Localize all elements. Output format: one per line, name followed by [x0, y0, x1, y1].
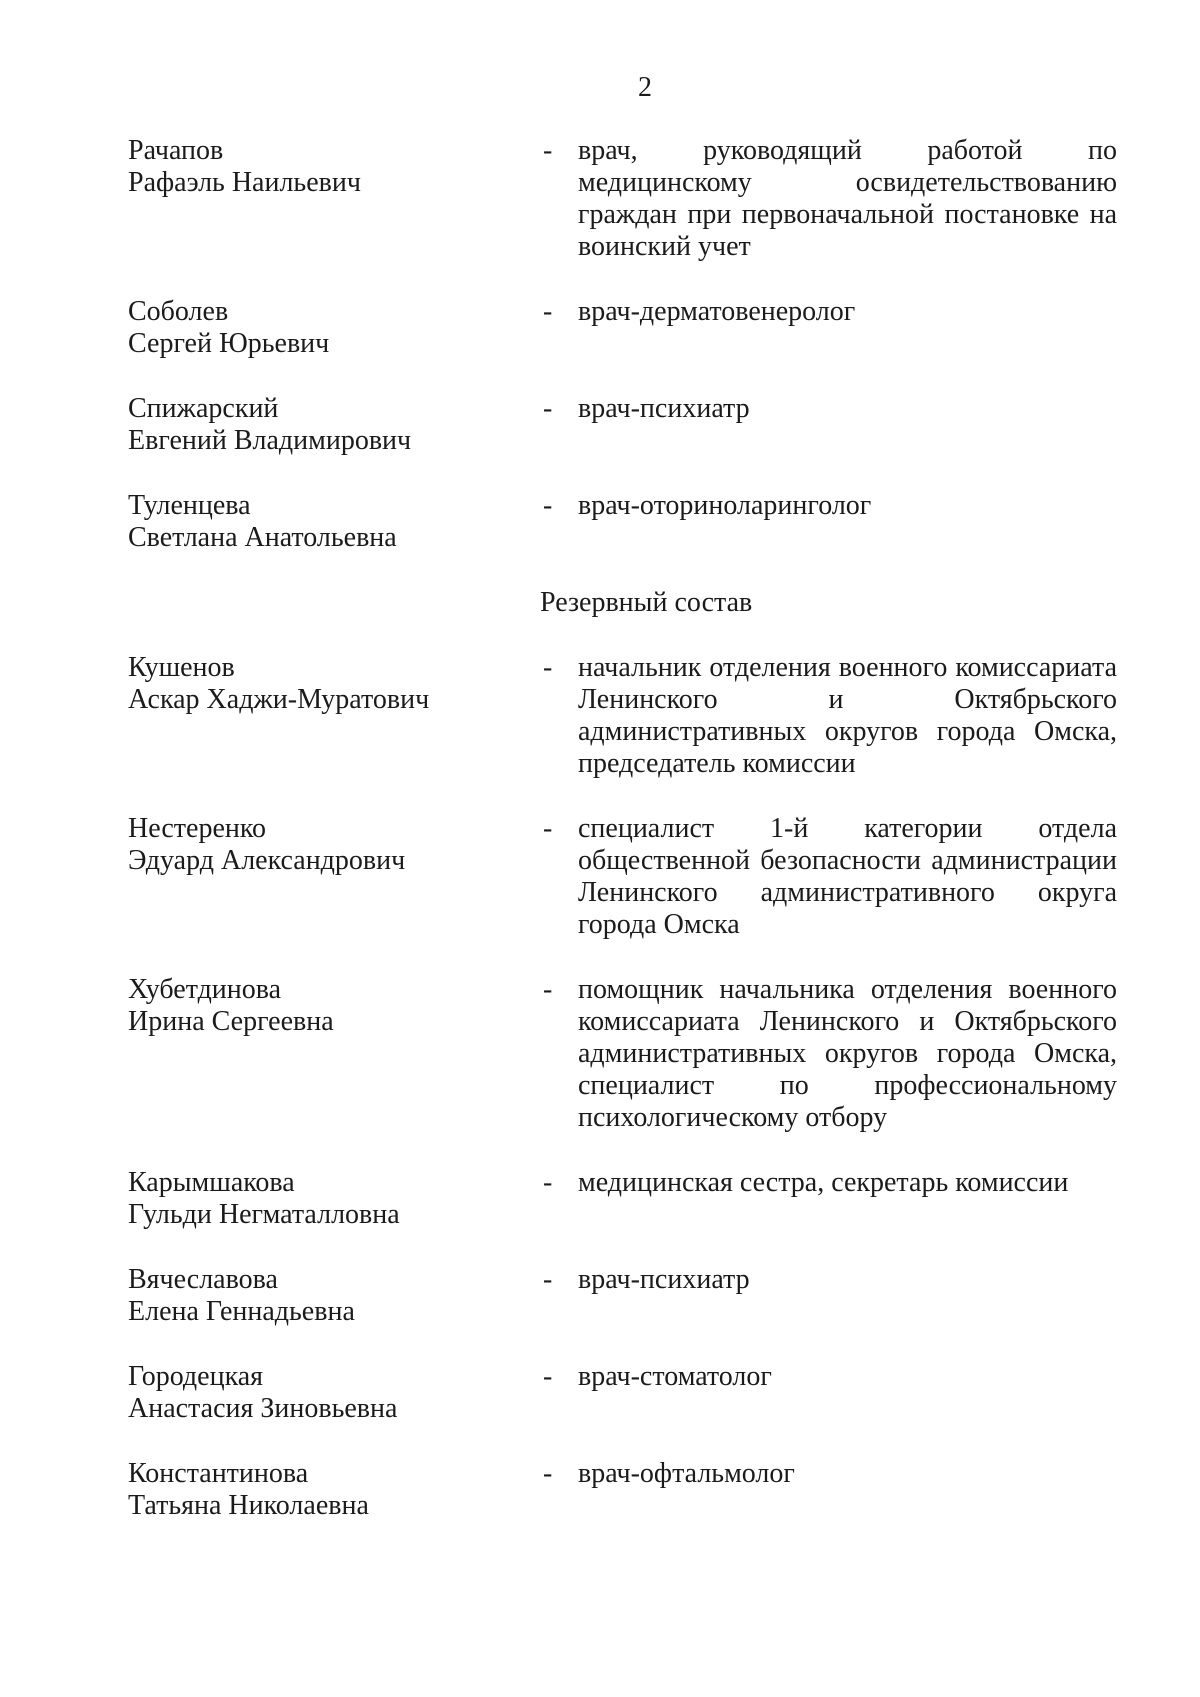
member-name [128, 393, 543, 457]
separator-dash: - [543, 974, 553, 1005]
reserve-section-heading: Резервный состав [540, 587, 753, 618]
member-name [128, 1361, 543, 1425]
member-name [128, 1167, 543, 1231]
member-given-names: Ирина Сергеевна [128, 1006, 334, 1037]
separator-dash: - [543, 135, 553, 166]
member-given-names: Евгений Владимирович [128, 425, 412, 456]
member-given-names: Рафаэль Наильевич [128, 167, 361, 198]
member-row [128, 813, 1117, 941]
reserve-member-list [128, 652, 1117, 1522]
member-given-names: Аскар Хаджи-Муратович [128, 684, 430, 715]
member-role: медицинская сестра, секретарь комиссии [578, 1167, 1069, 1198]
separator-dash: - [543, 652, 553, 683]
member-surname: Вячеславова [128, 1264, 278, 1295]
member-name [128, 490, 543, 554]
member-row [128, 296, 1117, 360]
member-given-names: Сергей Юрьевич [128, 328, 330, 359]
member-role: врач-дерматовенеролог [578, 296, 856, 327]
member-surname: Хубетдинова [128, 974, 282, 1005]
separator-dash: - [543, 813, 553, 844]
member-row [128, 1264, 1117, 1328]
separator-dash: - [543, 1264, 553, 1295]
member-name [128, 652, 543, 716]
separator-dash: - [543, 1458, 553, 1489]
page-number: 2 [638, 72, 652, 103]
member-name [128, 1264, 543, 1328]
separator-dash: - [543, 1361, 553, 1392]
member-row [128, 1458, 1117, 1522]
member-surname: Карымшакова [128, 1167, 295, 1198]
member-name [128, 135, 543, 199]
member-role: врач-психиатр [578, 1264, 750, 1295]
member-role: начальник отделения военного комиссариата Ленинского и Октябрьского административных округов города Омска, председатель комиссии [578, 652, 1117, 779]
member-surname: Соболев [128, 296, 229, 327]
member-name [128, 974, 543, 1038]
member-role: врач-оториноларинголог [578, 490, 872, 521]
member-surname: Рачапов [128, 135, 224, 166]
member-name [128, 296, 543, 360]
member-given-names: Эдуард Александрович [128, 845, 406, 876]
member-row [128, 974, 1117, 1134]
member-row [128, 652, 1117, 780]
main-member-list [128, 135, 1117, 554]
member-role: врач-офтальмолог [578, 1458, 795, 1489]
member-row [128, 1167, 1117, 1231]
member-given-names: Татьяна Николаевна [128, 1490, 369, 1521]
separator-dash: - [543, 1167, 553, 1198]
member-surname: Спижарский [128, 393, 279, 424]
member-role: специалист 1-й категории отдела общественной безопасности администрации Ленинского административного округа города Омска [578, 813, 1117, 940]
member-role: врач, руководящий работой по медицинскому освидетельствованию граждан при первоначальной постановке на воинский учет [578, 135, 1117, 262]
separator-dash: - [543, 296, 553, 327]
member-row [128, 393, 1117, 457]
member-surname: Туленцева [128, 490, 251, 521]
member-name [128, 813, 543, 877]
member-given-names: Елена Геннадьевна [128, 1296, 355, 1327]
member-surname: Городецкая [128, 1361, 264, 1392]
member-given-names: Светлана Анатольевна [128, 522, 397, 553]
member-row [128, 490, 1117, 554]
member-name [128, 1458, 543, 1522]
member-role: врач-стоматолог [578, 1361, 772, 1392]
member-row [128, 1361, 1117, 1425]
member-role: помощник начальника отделения военного комиссариата Ленинского и Октябрьского административных округов города Омска, специалист по профессиональному психологическому отбору [578, 974, 1117, 1133]
member-surname: Константинова [128, 1458, 309, 1489]
member-given-names: Гульди Негматалловна [128, 1199, 400, 1230]
member-role: врач-психиатр [578, 393, 750, 424]
member-surname: Кушенов [128, 652, 235, 683]
separator-dash: - [543, 490, 553, 521]
member-surname: Нестеренко [128, 813, 267, 844]
member-row [128, 135, 1117, 263]
member-given-names: Анастасия Зиновьевна [128, 1393, 398, 1424]
separator-dash: - [543, 393, 553, 424]
